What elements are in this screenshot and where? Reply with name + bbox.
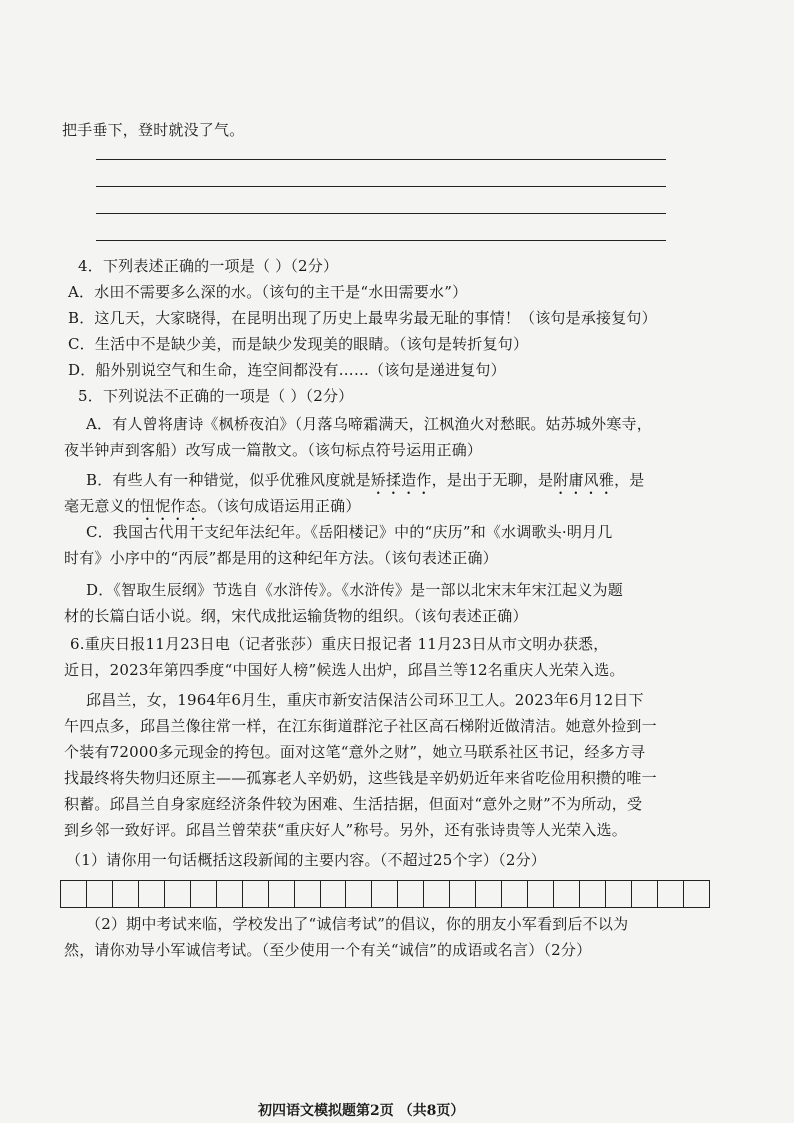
answer-cell[interactable] (476, 881, 502, 907)
answer-cell[interactable] (61, 881, 87, 907)
question-5-option-c: C．我国古代用干支纪年法纪年。《岳阳楼记》中的“庆历”和《水调歌头·明月几 (86, 523, 613, 541)
question-6-news: 找最终将失物归还原主——孤寡老人辛奶奶，这些钱是辛奶奶近年来省吃俭用积攒的唯一 (64, 769, 657, 787)
answer-cell[interactable] (139, 881, 165, 907)
answer-cell[interactable] (606, 881, 632, 907)
answer-cell[interactable] (113, 881, 139, 907)
idiom-emphasis: 忸怩作态 (140, 497, 201, 515)
answer-line (96, 213, 666, 214)
question-5-option-b-cont: 毫无意义的忸怩作态。（该句成语运用正确） (64, 497, 361, 515)
answer-cell[interactable] (372, 881, 398, 907)
question-4-option-d: D．船外别说空气和生命，连空间都没有……（该句是递进复句） (68, 361, 506, 379)
question-6-news: 到乡邻一致好评。邱昌兰曾荣获“重庆好人”称号。另外，还有张诗贵等人光荣入选。 (64, 821, 627, 839)
continuation-text: 把手垂下，登时就没了气。 (62, 121, 245, 139)
answer-cell[interactable] (398, 881, 424, 907)
question-5-stem: 5．下列说法不正确的一项是（ ）（2分） (78, 387, 354, 405)
question-4-option-a: A．水田不需要多么深的水。（该句的主干是“水田需要水”） (68, 283, 468, 301)
question-6-news: 邱昌兰，女，1964年6月生，重庆市新安洁保洁公司环卫工人。2023年6月12日下 (86, 691, 644, 709)
question-4-option-c: C．生活中不是缺少美，而是缺少发现美的眼睛。（该句是转折复句） (68, 335, 529, 353)
answer-cell[interactable] (217, 881, 243, 907)
answer-line (96, 186, 666, 187)
answer-cell[interactable] (528, 881, 554, 907)
page-footer: 初四语文模拟题第2页 （共8页） (258, 1103, 465, 1119)
answer-cell[interactable] (191, 881, 217, 907)
answer-cell[interactable] (632, 881, 658, 907)
question-6-sub2: （2）期中考试来临，学校发出了“诚信考试”的倡议，你的朋友小军看到后不以为 (86, 915, 629, 933)
answer-cell[interactable] (321, 881, 347, 907)
answer-cell[interactable] (165, 881, 191, 907)
idiom-emphasis: 矫揉造作 (370, 471, 432, 489)
question-5-option-b: B．有些人有一种错觉，似乎优雅风度就是矫揉造作，是出于无聊，是附庸风雅，是 (86, 471, 645, 489)
answer-cell[interactable] (269, 881, 295, 907)
question-6-sub1: （1）请你用一句话概括这段新闻的主要内容。（不超过25个字）（2分） (66, 851, 546, 869)
answer-line (96, 240, 666, 241)
answer-cell[interactable] (658, 881, 684, 907)
question-5-option-d: D．《智取生辰纲》节选自《水浒传》。《水浒传》是一部以北宋末年宋江起义为题 (86, 581, 623, 599)
answer-cell[interactable] (554, 881, 580, 907)
question-6-news: 积蓄。邱昌兰自身家庭经济条件较为困难、生活拮据，但面对“意外之财”不为所动，受 (64, 795, 643, 813)
answer-cell[interactable] (684, 881, 709, 907)
question-6-news: 6.重庆日报11月23日电（记者张莎）重庆日报记者 11月23日从市文明办获悉， (70, 635, 609, 653)
question-4-stem: 4．下列表述正确的一项是（ ）（2分） (78, 257, 339, 275)
answer-cell[interactable] (346, 881, 372, 907)
answer-cell[interactable] (295, 881, 321, 907)
question-5-option-c-cont: 时有》小序中的“丙辰”都是用的这种纪年方法。（该句表述正确） (64, 549, 498, 567)
answer-cell[interactable] (580, 881, 606, 907)
question-6-news: 个装有72000多元现金的挎包。面对这笔“意外之财”，她立马联系社区书记，经多方寻 (64, 743, 646, 761)
question-6-news: 午四点多，邱昌兰像往常一样，在江东街道群沱子社区高石梯附近做清洁。她意外捡到一 (64, 717, 657, 735)
answer-cell[interactable] (243, 881, 269, 907)
question-5-option-a: A．有人曾将唐诗《枫桥夜泊》（月落乌啼霜满天，江枫渔火对愁眠。姑苏城外寒寺， (86, 415, 652, 433)
answer-cell[interactable] (424, 881, 450, 907)
question-4-option-b: B．这几天，大家晓得，在昆明出现了历史上最卑劣最无耻的事情！（该句是承接复句） (68, 309, 657, 327)
question-6-news: 近日，2023年第四季度“中国好人榜”候选人出炉，邱昌兰等12名重庆人光荣入选。 (64, 661, 625, 679)
answer-cell[interactable] (450, 881, 476, 907)
question-5-option-a-cont: 夜半钟声到客船）改写成一篇散文。（该句标点符号运用正确） (64, 441, 483, 459)
answer-cell[interactable] (502, 881, 528, 907)
question-6-sub2-cont: 然，请你劝导小军诚信考试。（至少使用一个有关“诚信”的成语或名言）（2分） (64, 941, 592, 959)
idiom-emphasis: 附庸风雅 (553, 471, 615, 489)
answer-grid[interactable] (60, 880, 710, 908)
answer-cell[interactable] (87, 881, 113, 907)
answer-line (96, 159, 666, 160)
question-5-option-d-cont: 材的长篇白话小说。纲，宋代成批运输货物的组织。（该句表述正确） (64, 607, 528, 625)
